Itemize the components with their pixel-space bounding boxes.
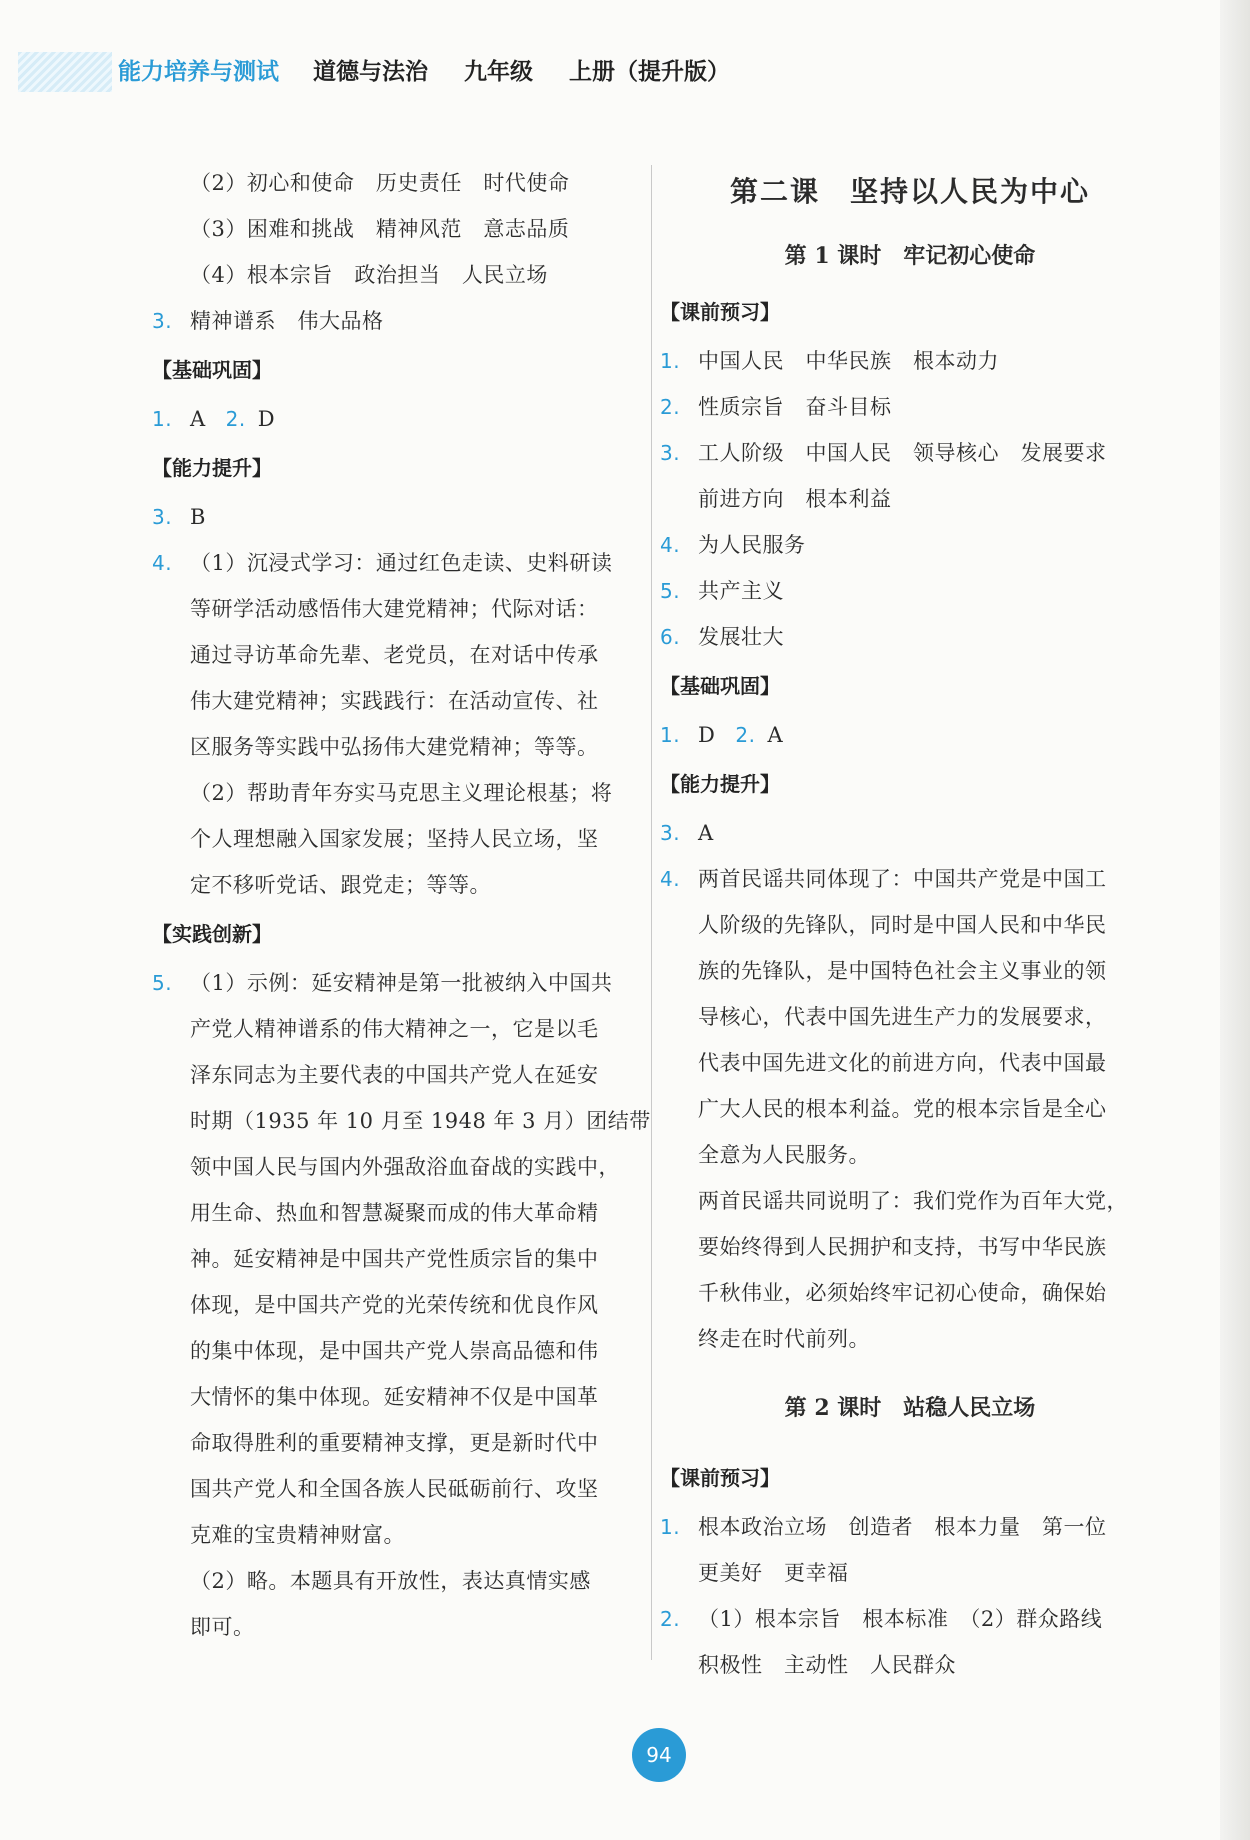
question-number: 2. xyxy=(735,723,756,747)
answer-text: （1）根本宗旨 根本标准 （2）群众路线 xyxy=(698,1607,1103,1631)
question-number: 4. xyxy=(660,867,681,891)
section-heading-keqian: 【课前预习】 xyxy=(660,1466,780,1490)
answer-q5-line: 的集中体现，是中国共产党人崇高品德和伟 xyxy=(190,1339,599,1363)
answer-q4-line: 导核心，代表中国先进生产力的发展要求， xyxy=(698,1005,1107,1029)
section-heading-nengli: 【能力提升】 xyxy=(660,772,780,796)
question-number: 3. xyxy=(660,441,681,465)
answer-text: （1）沉浸式学习：通过红色走读、史料研读 xyxy=(190,551,613,575)
answer-q4-line: 通过寻访革命先辈、老党员，在对话中传承 xyxy=(190,643,599,667)
answer-line xyxy=(660,522,1160,568)
question-number: 6. xyxy=(660,625,681,649)
answer-text: 共产主义 xyxy=(698,579,784,603)
answer-line xyxy=(660,1504,1160,1550)
answer-text: 工人阶级 中国人民 领导核心 发展要求 xyxy=(698,441,1107,465)
lesson-title: 第二课 坚持以人民为中心 xyxy=(729,175,1090,208)
running-header xyxy=(118,56,758,88)
answer-line xyxy=(660,338,1160,384)
section-heading-jichu: 【基础巩固】 xyxy=(660,674,780,698)
answer-line: （2）初心和使命 历史责任 时代使命 xyxy=(190,171,570,195)
answer-text: 两首民谣共同体现了：中国共产党是中国工 xyxy=(698,867,1107,891)
section-heading-shijian: 【实践创新】 xyxy=(152,922,272,946)
page-edge-shadow xyxy=(1220,0,1250,1840)
answer-q5-line: 领中国人民与国内外强敌浴血奋战的实践中， xyxy=(190,1155,620,1179)
answer-q4-line: 代表中国先进文化的前进方向，代表中国最 xyxy=(698,1051,1107,1075)
header-volume: 上册（提升版） xyxy=(569,59,731,85)
answer-q5-line: 即可。 xyxy=(190,1615,255,1639)
question-number: 5. xyxy=(660,579,681,603)
answer-line: （4）根本宗旨 政治担当 人民立场 xyxy=(190,263,548,287)
answer-choices xyxy=(660,712,1160,758)
right-column xyxy=(660,160,1160,1688)
header-stripe-decoration xyxy=(18,52,112,92)
answer-q4-line: 终走在时代前列。 xyxy=(698,1327,870,1351)
answer-text: 为人民服务 xyxy=(698,533,806,557)
section-heading-jichu: 【基础巩固】 xyxy=(152,358,272,382)
answer-q5-line: 命取得胜利的重要精神支撑，更是新时代中 xyxy=(190,1431,599,1455)
question-number: 3. xyxy=(152,309,173,333)
answer-q4-line: 伟大建党精神；实践践行：在活动宣传、社 xyxy=(190,689,599,713)
answer-q3-choice xyxy=(152,494,642,540)
question-number: 1. xyxy=(660,1515,681,1539)
answer-q5-line: 体现，是中国共产党的光荣传统和优良作风 xyxy=(190,1293,599,1317)
answer-q4-line: 两首民谣共同说明了：我们党作为百年大党， xyxy=(698,1189,1128,1213)
answer-text: D xyxy=(698,723,716,747)
answer-line: 积极性 主动性 人民群众 xyxy=(698,1653,956,1677)
answer-q4-line xyxy=(152,540,642,586)
header-brand: 能力培养与测试 xyxy=(118,59,279,85)
column-divider xyxy=(651,165,652,1660)
answer-q4-line: 区服务等实践中弘扬伟大建党精神；等等。 xyxy=(190,735,599,759)
answer-q3 xyxy=(152,298,642,344)
answer-text: 发展壮大 xyxy=(698,625,784,649)
answer-text: 性质宗旨 奋斗目标 xyxy=(698,395,892,419)
answer-q4-line: 广大人民的根本利益。党的根本宗旨是全心 xyxy=(698,1097,1107,1121)
answer-q4-line: 族的先锋队，是中国特色社会主义事业的领 xyxy=(698,959,1107,983)
question-number: 1. xyxy=(152,407,173,431)
answer-line xyxy=(660,430,1160,476)
answer-q3-choice xyxy=(660,810,1160,856)
answer-line xyxy=(660,568,1160,614)
header-subject: 道德与法治 xyxy=(313,59,429,85)
section-heading-keqian: 【课前预习】 xyxy=(660,300,780,324)
answer-q5-line: 大情怀的集中体现。延安精神不仅是中国革 xyxy=(190,1385,599,1409)
answer-text: 根本政治立场 创造者 根本力量 第一位 xyxy=(698,1515,1107,1539)
left-column xyxy=(152,160,651,1650)
answer-q4-line: 等研学活动感悟伟大建党精神；代际对话： xyxy=(190,597,599,621)
answer-line: （3）困难和挑战 精神风范 意志品质 xyxy=(190,217,570,241)
answer-line: 更美好 更幸福 xyxy=(698,1561,849,1585)
answer-q4-line: 千秋伟业，必须始终牢记初心使命，确保始 xyxy=(698,1281,1107,1305)
answer-q4-line: 定不移听党话、跟党走；等等。 xyxy=(190,873,491,897)
answer-q5-line xyxy=(152,960,642,1006)
section-heading-nengli: 【能力提升】 xyxy=(152,456,272,480)
question-number: 3. xyxy=(152,505,173,529)
answer-text: （1）示例：延安精神是第一批被纳入中国共 xyxy=(190,971,613,995)
answer-q5-line: 泽东同志为主要代表的中国共产党人在延安 xyxy=(190,1063,599,1087)
answer-line xyxy=(660,384,1160,430)
answer-q5-line: 产党人精神谱系的伟大精神之一，它是以毛 xyxy=(190,1017,599,1041)
answer-q4-line: 个人理想融入国家发展；坚持人民立场，坚 xyxy=(190,827,599,851)
answer-text: A xyxy=(767,723,784,747)
header-grade: 九年级 xyxy=(464,59,534,85)
answer-q5-line: 国共产党人和全国各族人民砥砺前行、攻坚 xyxy=(190,1477,599,1501)
answer-line xyxy=(660,614,1160,660)
answer-line: 前进方向 根本利益 xyxy=(698,487,892,511)
question-number: 2. xyxy=(660,395,681,419)
question-number: 3. xyxy=(660,821,681,845)
period-title: 第 2 课时 站稳人民立场 xyxy=(784,1395,1036,1421)
question-number: 5. xyxy=(152,971,173,995)
page-number-badge: 94 xyxy=(632,1728,686,1782)
answer-text: A xyxy=(190,407,206,431)
answer-text: D xyxy=(257,407,276,431)
answer-text: 中国人民 中华民族 根本动力 xyxy=(698,349,999,373)
question-number: 2. xyxy=(225,407,246,431)
question-number: 4. xyxy=(660,533,681,557)
answer-choices xyxy=(152,396,642,442)
answer-q4-line: 人阶级的先锋队，同时是中国人民和中华民 xyxy=(698,913,1107,937)
answer-q5-line: 神。延安精神是中国共产党性质宗旨的集中 xyxy=(190,1247,599,1271)
answer-text: 精神谱系 伟大品格 xyxy=(190,309,384,333)
question-number: 4. xyxy=(152,551,173,575)
answer-text: A xyxy=(698,821,714,845)
answer-q4-line: 全意为人民服务。 xyxy=(698,1143,870,1167)
answer-q5-line: 用生命、热血和智慧凝聚而成的伟大革命精 xyxy=(190,1201,599,1225)
question-number: 1. xyxy=(660,349,681,373)
answer-q4-line: 要始终得到人民拥护和支持，书写中华民族 xyxy=(698,1235,1107,1259)
period-title: 第 1 课时 牢记初心使命 xyxy=(784,243,1036,269)
answer-q5-line: 克难的宝贵精神财富。 xyxy=(190,1523,405,1547)
question-number: 1. xyxy=(660,723,681,747)
answer-q4-line xyxy=(660,856,1160,902)
answer-text: B xyxy=(190,505,206,529)
answer-q5-line: 时期（1935 年 10 月至 1948 年 3 月）团结带 xyxy=(190,1109,651,1133)
question-number: 2. xyxy=(660,1607,681,1631)
answer-q5-line: （2）略。本题具有开放性，表达真情实感 xyxy=(190,1569,591,1593)
answer-line xyxy=(660,1596,1160,1642)
answer-q4-line: （2）帮助青年夯实马克思主义理论根基；将 xyxy=(190,781,613,805)
